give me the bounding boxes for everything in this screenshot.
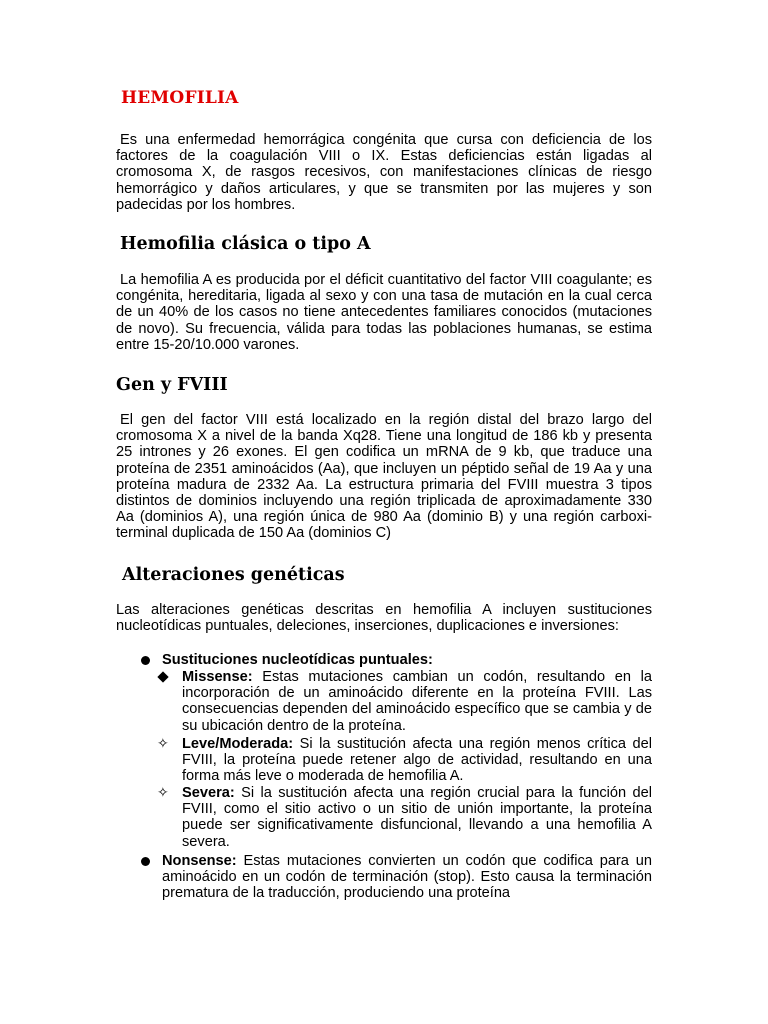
section-heading-hemofilia-a: Hemofilia clásica o tipo A xyxy=(120,234,371,254)
section-heading-gen-fviii: Gen y FVIII xyxy=(116,375,228,395)
list-item-leve xyxy=(182,736,652,785)
list-item-missense xyxy=(182,669,652,734)
list-item-nonsense xyxy=(162,853,652,902)
missense-label: Missense: xyxy=(182,669,253,685)
section-heading-alteraciones: Alteraciones genéticas xyxy=(122,565,345,585)
document-title: HEMOFILIA xyxy=(121,88,239,108)
list-item-sustituciones: Sustituciones nucleotídicas puntuales: xyxy=(162,652,433,668)
bullet-star-icon: ✧ xyxy=(157,736,169,752)
severa-text: Si la sustitución afecta una región crucial para la función del FVIII, como el sitio activo o un sitio de unión importante, la proteína puede ser significativamente disfuncional, llevando a una hemofilia A severa. xyxy=(182,785,652,850)
leve-text: Si la sustitución afecta una región menos crítica del FVIII, la proteína puede retener algo de actividad, resultando en una forma más leve o moderada de hemofilia A. xyxy=(182,736,652,785)
list-item-severa xyxy=(182,785,652,850)
bullet-dot-icon xyxy=(141,656,150,665)
section-text-hemofilia-a: La hemofilia A es producida por el déficit cuantitativo del factor VIII coagulante; es congénita, hereditaria, ligada al sexo y con una tasa de mutación en la cual cerca de un 40% de los casos no tiene antecedentes familiares conocidos (mutaciones de novo). Su frecuencia, válida para todas las poblaciones humanas, se estima entre 15-20/10.000 varones. xyxy=(116,272,652,353)
missense-text: Estas mutaciones cambian un codón, resultando en la incorporación de un aminoácido diferente en la proteína FVIII. Las consecuencias dependen del aminoácido específico que se cambia y de su ubicación dentro de la proteína. xyxy=(182,669,652,734)
section-text-gen-fviii: El gen del factor VIII está localizado en la región distal del brazo largo del cromosoma X a nivel de la banda Xq28. Tiene una longitud de 186 kb y presenta 25 intrones y 26 exones. El gen codifica un mRNA de 9 kb, que traduce una proteína de 2351 aminoácidos (Aa), que incluyen un péptido señal de 19 Aa y una proteína madura de 2332 Aa. La estructura primaria del FVIII muestra 3 tipos distintos de dominios incluyendo una región triplicada de aproximadamente 330 Aa (dominios A), una región única de 980 Aa (dominio B) y una región carboxi-terminal duplicada de 150 Aa (dominios C) xyxy=(116,412,652,542)
bullet-diamond-icon xyxy=(157,671,168,682)
leve-label: Leve/Moderada: xyxy=(182,736,294,752)
nonsense-text: Estas mutaciones convierten un codón que codifica para un aminoácido en un codón de terminación (stop). Esto causa la terminación prematura de la traducción, produciendo una proteína xyxy=(162,853,652,902)
severa-label: Severa: xyxy=(182,785,235,801)
section-text-alteraciones: Las alteraciones genéticas descritas en hemofilia A incluyen sustituciones nucleotídicas puntuales, deleciones, inserciones, duplicaciones e inversiones: xyxy=(116,602,652,635)
nonsense-label: Nonsense: xyxy=(162,853,237,869)
intro-paragraph: Es una enfermedad hemorrágica congénita que cursa con deficiencia de los factores de la coagulación VIII o IX. Estas deficiencias están ligadas al cromosoma X, de rasgos recesivos, con manifestaciones clínicas de riesgo hemorrágico y daños articulares, y que se transmiten por las mujeres y son padecidas por los hombres. xyxy=(116,132,652,213)
bullet-dot-icon xyxy=(141,857,150,866)
bullet-star-icon: ✧ xyxy=(157,785,169,801)
